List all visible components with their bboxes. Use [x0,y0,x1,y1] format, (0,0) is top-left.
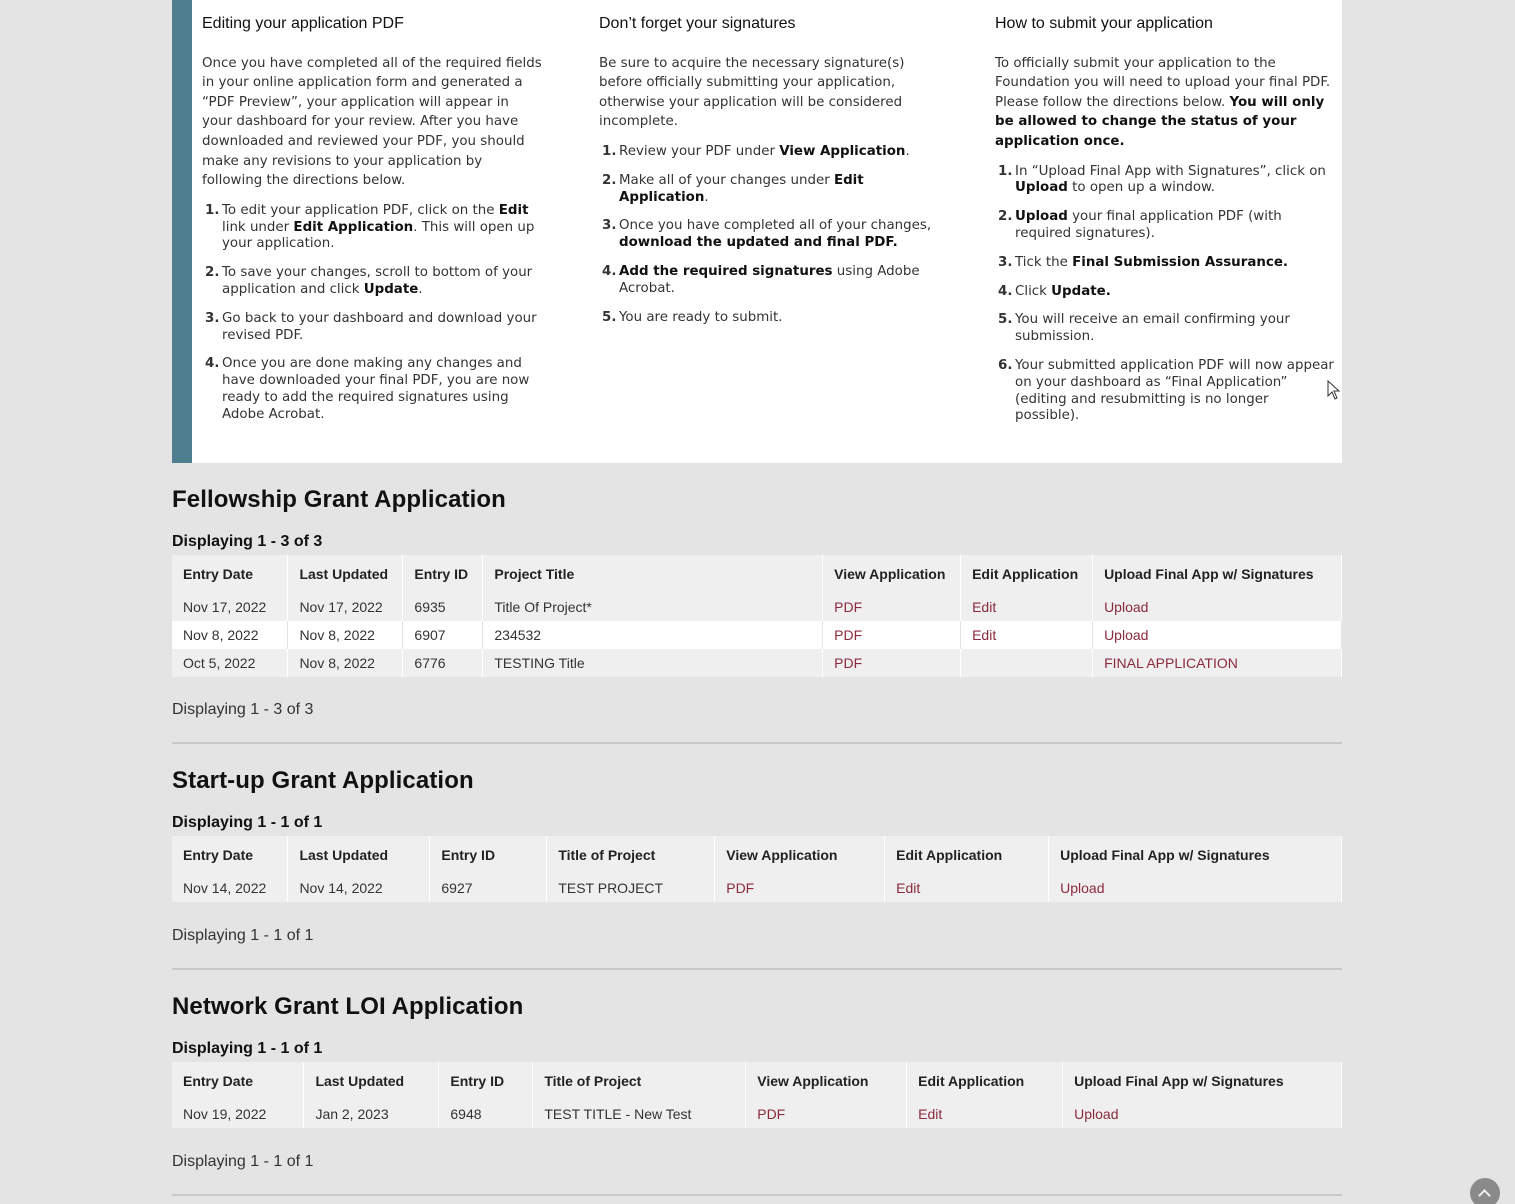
step-number: 1. [205,202,220,218]
section-title: Fellowship Grant Application [172,486,506,513]
step-number: 3. [602,218,617,234]
column-header-upload-final-app[interactable]: Upload Final App w/ Signatures [1093,555,1342,593]
cell-edit-application [961,593,1093,621]
column-header-upload-final-app[interactable]: Upload Final App w/ Signatures [1049,836,1342,874]
upload-link[interactable]: Upload [1104,627,1149,643]
edit-link[interactable]: Edit [918,1106,943,1122]
instruction-step [202,311,542,345]
cell-view-application [746,1100,907,1128]
displaying-count-bottom: Displaying 1 - 1 of 1 [172,927,314,944]
cell-view-application [823,621,961,649]
instruction-step [599,144,939,161]
column-header-last-updated[interactable]: Last Updated [288,836,430,874]
instruction-step [995,312,1335,346]
editing-intro: Once you have completed all of the required fields in your online application form and generated a “PDF Preview”, your application will appear in your dashboard for your review. After you have downloaded and reviewed your PDF, you should make any revisions to your application by following the directions below. [202,55,542,189]
step-number: 3. [205,310,220,326]
section-divider [172,1194,1342,1196]
cell-entry-date: Nov 17, 2022 [172,593,288,621]
bold-text: Upload [1015,180,1068,196]
signatures-intro: Be sure to acquire the necessary signature(s) before officially submitting your application, otherwise your application will be considered incomplete. [599,55,905,130]
column-header-edit-application[interactable]: Edit Application [907,1062,1063,1100]
column-header-edit-application[interactable]: Edit Application [961,555,1093,593]
bold-text: download the updated and final PDF. [619,235,898,251]
instruction-step [599,264,939,298]
text-run: Once you have completed all of your changes, [619,218,932,234]
cell-upload-final-app [1049,874,1342,902]
section-divider [172,968,1342,970]
cell-last-updated: Nov 8, 2022 [288,621,403,649]
cell-last-updated: Nov 8, 2022 [288,649,403,677]
cell-entry-id: 6935 [403,593,483,621]
instruction-step [202,356,542,423]
step-number: 2. [205,265,220,281]
text-run: To save your changes, scroll to bottom of your application and click [222,265,533,297]
cell-upload-final-app [1093,621,1342,649]
cell-upload-final-app [1093,593,1342,621]
bold-text: Edit Application [619,172,864,205]
section-title: Start-up Grant Application [172,767,474,794]
column-header-last-updated[interactable]: Last Updated [304,1062,439,1100]
displaying-count-bottom: Displaying 1 - 3 of 3 [172,701,314,718]
signatures-title: Don’t forget your signatures [599,15,796,32]
column-header-edit-application[interactable]: Edit Application [885,836,1049,874]
text-run: You will receive an email confirming your submission. [1015,312,1290,345]
column-header-entry-id[interactable]: Entry ID [403,555,483,593]
instruction-step [599,173,939,207]
cell-entry-date: Nov 14, 2022 [172,874,288,902]
column-header-view-application[interactable]: View Application [715,836,885,874]
cell-entry-id: 6776 [403,649,483,677]
text-run: Make all of your changes under [619,172,834,188]
cell-view-application [823,649,961,677]
step-number: 1. [998,163,1013,179]
step-number: 4. [205,356,220,372]
text-run: You are ready to submit. [619,309,783,325]
bold-text: Update [363,281,419,297]
bold-text: View Application [779,143,906,159]
displaying-count-top: Displaying 1 - 3 of 3 [172,533,323,550]
text-run: To officially submit your application to the Foundation you will need to upload your final PDF. Please follow the directions below. [995,55,1331,110]
column-header-entry-date[interactable]: Entry Date [172,555,288,593]
cell-edit-application [907,1100,1063,1128]
pdf-link[interactable]: PDF [834,655,863,671]
cell-entry-id: 6907 [403,621,483,649]
edit-link[interactable]: Edit [896,880,921,896]
cell-view-application [715,874,885,902]
text-run: using Adobe Acrobat. [619,263,920,296]
step-number: 5. [998,312,1013,328]
edit-link[interactable]: Edit [972,627,997,643]
upload-link[interactable]: Upload [1104,599,1149,615]
step-number: 4. [998,283,1013,299]
column-header-entry-date[interactable]: Entry Date [172,1062,304,1100]
instruction-step [995,284,1335,301]
step-number: 5. [602,309,617,325]
cell-project-title: 234532 [483,621,823,649]
table-row [172,874,1342,902]
cell-edit-application [961,649,1093,677]
pdf-link[interactable]: PDF [834,599,863,615]
final-application-link[interactable]: FINAL APPLICATION [1104,655,1238,671]
text-run: link under [222,219,294,235]
cell-edit-application [961,621,1093,649]
instruction-step [995,255,1335,272]
cell-last-updated: Nov 14, 2022 [288,874,430,902]
cell-project-title: TESTING Title [483,649,823,677]
text-run: Once you are done making any changes and have downloaded your final PDF, you are now ready to add the required signatures using Adobe Acrobat. [222,356,530,422]
submit-intro [995,54,1335,152]
cell-upload-final-app [1093,649,1342,677]
column-header-view-application[interactable]: View Application [746,1062,907,1100]
instruction-step [995,358,1335,425]
step-number: 3. [998,254,1013,270]
bold-text: Edit Application [293,219,414,235]
text-run: . [418,281,423,297]
text-run: Your submitted application PDF will now appear on your dashboard as “Final Application” (editing and resubmitting is no longer possible). [1015,357,1334,424]
chevron-up-icon [1478,1189,1491,1202]
upload-link[interactable]: Upload [1060,880,1105,896]
displaying-count-top: Displaying 1 - 1 of 1 [172,814,323,831]
cell-last-updated: Nov 17, 2022 [288,593,403,621]
cell-project-title: TEST TITLE - New Test [533,1100,746,1128]
applications-table [172,555,1342,677]
instruction-step [995,209,1335,243]
instruction-step [599,218,939,252]
step-number: 2. [602,172,617,188]
cell-project-title: TEST PROJECT [547,874,715,902]
step-number: 2. [998,209,1013,225]
table-header-row [172,1062,1342,1100]
text-run: Review your PDF under [619,143,780,159]
column-header-project-title[interactable]: Title of Project [533,1062,746,1100]
edit-link[interactable]: Edit [972,599,997,615]
instructions-panel [172,0,1342,463]
editing-title: Editing your application PDF [202,15,404,32]
cell-upload-final-app [1063,1100,1342,1128]
editing-instructions [202,14,542,436]
instruction-step [202,265,542,299]
bold-text: Final Submission Assurance. [1072,254,1288,270]
column-header-project-title[interactable]: Title of Project [547,836,715,874]
cell-view-application [823,593,961,621]
cell-edit-application [885,874,1049,902]
column-header-entry-id[interactable]: Entry ID [439,1062,533,1100]
cell-last-updated: Jan 2, 2023 [304,1100,439,1128]
column-header-entry-id[interactable]: Entry ID [430,836,547,874]
column-header-last-updated[interactable]: Last Updated [288,555,403,593]
submit-steps [995,164,1335,426]
step-number: 1. [602,143,617,159]
editing-steps [202,203,542,424]
text-run: To edit your application PDF, click on the [222,202,499,218]
applications-table [172,836,1342,902]
bold-text: Edit [498,202,529,218]
column-header-entry-date[interactable]: Entry Date [172,836,288,874]
upload-link[interactable]: Upload [1074,1106,1119,1122]
signatures-steps [599,144,939,326]
table-header-row [172,836,1342,874]
bold-text: Add the required signatures [619,263,833,279]
column-header-project-title[interactable]: Project Title [483,555,823,593]
table-header-row [172,555,1342,593]
text-run: . This will open up your application. [222,219,535,252]
pdf-link[interactable]: PDF [834,627,863,643]
text-run: Go back to your dashboard and download your revised PDF. [222,310,537,343]
cell-entry-date: Nov 8, 2022 [172,621,288,649]
pdf-link[interactable]: PDF [726,880,755,896]
table-row [172,1100,1342,1128]
applications-table [172,1062,1342,1128]
table-row [172,621,1342,649]
text-run: . [905,143,910,159]
cell-project-title: Title Of Project* [483,593,823,621]
bold-text: You will only be allowed to change the status of your application once. [995,94,1325,149]
submit-instructions [995,14,1335,437]
instruction-step [202,203,542,253]
column-header-upload-final-app[interactable]: Upload Final App w/ Signatures [1063,1062,1342,1100]
step-number: 6. [998,357,1013,373]
section-title: Network Grant LOI Application [172,993,524,1020]
bold-text: Upload [1015,209,1068,225]
bold-text: Update. [1051,283,1111,299]
instruction-step [599,310,939,327]
text-run: your final application PDF (with required signatures). [1015,209,1282,241]
cell-entry-date: Nov 19, 2022 [172,1100,304,1128]
instruction-step [995,164,1335,198]
scroll-to-top-button[interactable] [1470,1178,1500,1204]
cell-entry-date: Oct 5, 2022 [172,649,288,677]
cell-entry-id: 6927 [430,874,547,902]
pdf-link[interactable]: PDF [757,1106,786,1122]
step-number: 4. [602,263,617,279]
section-divider [172,742,1342,744]
text-run: . [704,189,709,205]
text-run: In “Upload Final App with Signatures”, click on [1015,163,1326,179]
table-row [172,593,1342,621]
table-row [172,649,1342,677]
signature-instructions [599,14,939,338]
text-run: to open up a window. [1067,180,1216,196]
text-run: Click [1015,283,1052,299]
mouse-cursor-icon [1327,380,1341,400]
cell-entry-id: 6948 [439,1100,533,1128]
column-header-view-application[interactable]: View Application [823,555,961,593]
submit-title: How to submit your application [995,15,1213,32]
displaying-count-top: Displaying 1 - 1 of 1 [172,1040,323,1057]
text-run: Tick the [1015,254,1073,270]
displaying-count-bottom: Displaying 1 - 1 of 1 [172,1153,314,1170]
